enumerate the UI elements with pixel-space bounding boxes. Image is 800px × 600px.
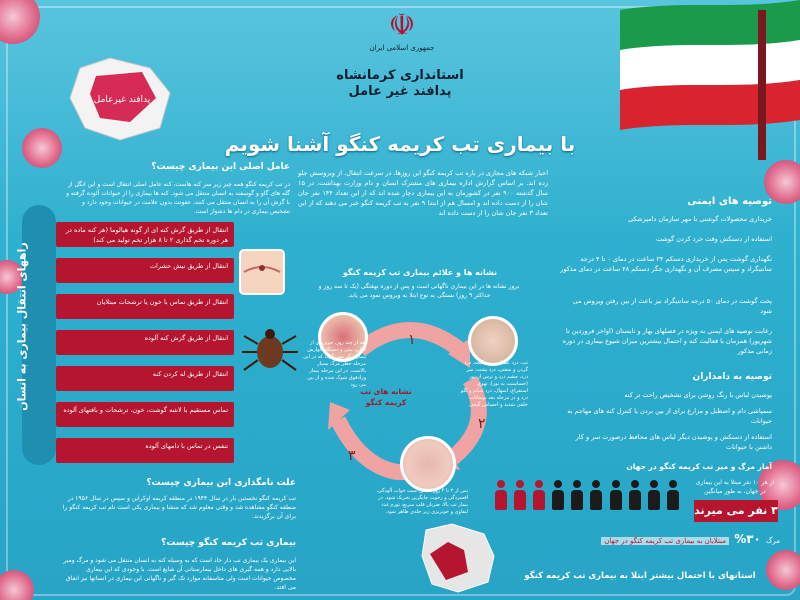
what-title: بیماری تب کریمه کنگو چیست؟ xyxy=(161,538,296,548)
cycle-number: ۱ xyxy=(408,332,416,348)
safety-item: پخت گوشت در دمای ۵۰ درجه سانتیگراد نیز باعث از بین رفتن ویروس می شود xyxy=(572,297,772,315)
naming-title: علت نامگذاری این بیماری چیست؟ xyxy=(146,478,296,488)
stats-box-big: ۳ نفر می میرند xyxy=(694,500,778,522)
route-item: تنفس در تماس با دامهای آلوده xyxy=(56,438,234,463)
mortality-rest: مبتلایان به بیماری تب کریمه کنگو در جهان xyxy=(601,537,729,545)
hands-photo xyxy=(400,436,456,492)
skin-illustration xyxy=(238,248,286,296)
person-icon xyxy=(629,480,641,510)
step1-text: تب، درد عضلانی، سرگیجه، درد گردن و سفتی، درد پشت، سر درد، چشم درد و ترس از نور (حساسیت به نور)، تهوع، استفراغ، اسهال، درد شکم و گلو درد و در مرحله بعد نوسانات خلقی شدید و احساس گیجی xyxy=(460,360,528,408)
cycle-center-label: نشانه های تب کریمه کنگو xyxy=(360,387,412,407)
person-icon xyxy=(514,480,526,510)
republic-title: جمهوری اسلامی ایران xyxy=(369,44,435,52)
route-item: تماس مستقیم با لاشه گوشت، خون، ترشحات و بافتهای آلوده xyxy=(56,402,234,427)
route-item: انتقال از طریق گزش کنه آلوده xyxy=(56,330,234,355)
iran-flag xyxy=(600,0,800,160)
person-icon xyxy=(648,480,660,510)
organization-title xyxy=(320,68,480,100)
step2-text: پس از ۲ تا ۴ روز ممکن است خواب آلودگی، افسردگی و رخوت جایگزین تحریک شود. در بیمار تب بالا، ضربان قلب سریع، تورم غدد لنفاوی و خونریزی زیر جلدی ظاهر شود. xyxy=(376,488,468,515)
safety-item: استفاده از دستکش وقت خرد کردن گوشت xyxy=(655,235,772,243)
cause-text: در تب کریمه کنگو همه چیز زیر سر کنه هاست، کنه عامل اصلی انتقال است و این انگل از گله های گاو و گوسفند به انسان منتقل می شود. کنه ها بیماری را از حیوانات آلوده گرفته و با گزش آن را به انسان منتقل می کنند، عفونت بدون علامت در حیوانات وجود دارد و تشخیص بیماری در دام ها دشوار است. xyxy=(66,181,290,215)
news-text: اخبار شبکه های مجازی در باره تب کریمه کنگو این روزها، در سرعت انتقال، از ویروسش جلو زده اند. بر اساس گزارش اداره بیماری های مشترک انسان و دام وزارت بهداشت، در ۱۵ سال گذشته ۹۰۰ نفر در کشورمان به این بیماری دچار شده اند که از این تعداد ۱۴۴ نفر جان شان را از دست داده اند و امسال هم از ابتدا ۹ نفر به تب کریمه کنگو خبر می دهند که از این تعداد ۳ نفر جان شان را از دست داده اند xyxy=(298,169,549,217)
signs-title: نشانه ها و علائم بیماری تب کریمه کنگو xyxy=(342,268,498,277)
main-title: با بیماری تب کریمه کنگو آشنا شویم xyxy=(224,132,576,156)
patient-photo xyxy=(468,316,518,366)
people-icons xyxy=(494,480,694,514)
person-icon xyxy=(495,480,507,510)
what-text: این بیماری یک بیماری تب دار حاد است که به وسیله کنه به انسان منتقل می شود و مرگ ومیر بالایی دارد و همه گیری های داخل بیمارستانی آن شایع است. با وجودی که این بیماری مخصوص حیوانات است ولی متاسفانه موارد تک گیر و ناگهانی این بیماری در انسانها نیز اتفاق می افتد. xyxy=(63,557,296,591)
route-item: انتقال از طریق گزش کنه ای از گونه هیالوما (هر کنه ماده در هر دوره تخم گذاری ۲ تا ۸ هزار تخم تولید می کند) xyxy=(56,222,234,247)
safety-item: نگهداری گوشت پس از خریداری دستکم ۲۴ ساعت در دمای ۰ تا ۴ درجه سانتیگراد و سپس مصرف آن و نگهداری جگر دستکم ۴۸ ساعت در دمای مذکور xyxy=(560,255,772,273)
cycle-number: ۳ xyxy=(348,448,356,464)
person-icon xyxy=(590,480,602,510)
mortality-line xyxy=(520,530,780,548)
safety-item: خریداری محصولات گوشتی با مهر سازمان دامپزشکی xyxy=(628,215,772,223)
routes-title: راههای انتقال بیماری به انسان xyxy=(15,242,29,411)
person-icon xyxy=(667,480,679,510)
route-item: انتقال از طریق له کردن کنه xyxy=(56,366,234,391)
person-icon xyxy=(610,480,622,510)
stats-box-mid: در جهان، به طور میانگین xyxy=(704,488,766,495)
cause-title: عامل اصلی این بیماری چیست؟ xyxy=(151,162,290,172)
person-icon xyxy=(533,480,545,510)
mortality-pct: ۳۰% xyxy=(734,532,761,546)
stats-title: آمار مرگ و میر تب کریمه کنگو در جهان xyxy=(626,462,772,471)
stats-box-small: از هر ۱۰ نفر مبتلا به این بیماری xyxy=(695,479,775,486)
rancher-item: سمپاشی دام و اصطبل و مزارع برای از بین بردن یا کنترل کنه های مهاجم به حیوانات xyxy=(567,407,772,425)
person-icon xyxy=(571,480,583,510)
safety-item: رعایت توصیه های ایمنی به ویژه در فصلهای بهار و تابستان (اواخر فروردین تا شهریور) همزمان با فعالیت کنه و احتمال بیشترین میزان شیوع بیماری در دوره زمانی مذکور xyxy=(562,327,772,355)
safety-title: توصیه های ایمنی xyxy=(687,196,772,207)
iran-emblem-icon: ☫ xyxy=(388,8,416,43)
flower-decoration xyxy=(22,128,62,168)
naming-text: تب کریمه کنگو نخستین بار در سال ۱۹۴۴ در منطقه کریمه اوکراین و سپس در سال ۱۹۵۶ در منطقه کنگو مشاهده شد و وقتی معلوم شد که منشا و بیماری یکی است نام تب کریمه کنگو را برای آن برگزیدند. xyxy=(62,495,296,520)
provinces-title: استانهای با احتمال بیشتر ابتلا به بیماری تب کریمه کنگو xyxy=(524,571,756,581)
iran-risk-map xyxy=(418,520,498,596)
signs-intro: بروز نشانه ها در این بیماری ناگهانی است و پس از دوره نهفتگی (یک تا سه روز و حداکثر ۹ روز) بستگی به نوع ابتلا به ویروس نمود می یابد. xyxy=(318,283,520,299)
org-line-2: پدافند غیر عامل xyxy=(348,84,452,99)
passive-defense-logo xyxy=(60,48,180,148)
person-icon xyxy=(552,480,564,510)
org-line-1: استانداری کرمانشاه xyxy=(336,68,464,83)
logo-text: پدافند غیرعامل xyxy=(93,95,151,105)
rancher-item: پوشیدن لباس با رنگ روشن برای تشخیص راحت تر کنه xyxy=(624,391,772,399)
cycle-number: ۲ xyxy=(478,416,486,432)
route-item: انتقال از طریق نیش حشرات xyxy=(56,258,234,283)
mortality-label: مرگ xyxy=(766,537,780,545)
route-item: انتقال از طریق تماس با خون یا ترشحات مبتلایان xyxy=(56,294,234,319)
tick-illustration xyxy=(240,320,300,380)
rancher-item: استفاده از دستکش و پوشیدن دیگر لباس های محافظ درصورت سر و کار داشتن با حیوانات xyxy=(575,433,772,451)
step3-text: بعد از چند روز، خونریزی از دهان، بینی و دستگاه گوارش بیمار دیگر نمی گردد که در این مرحله خطر مرگ بسیار بالاست. در این مرحله بیمار ورادفوق شوک شده و از بین می رود xyxy=(303,340,366,388)
rancher-title: توصیه به دامداران xyxy=(692,372,772,382)
